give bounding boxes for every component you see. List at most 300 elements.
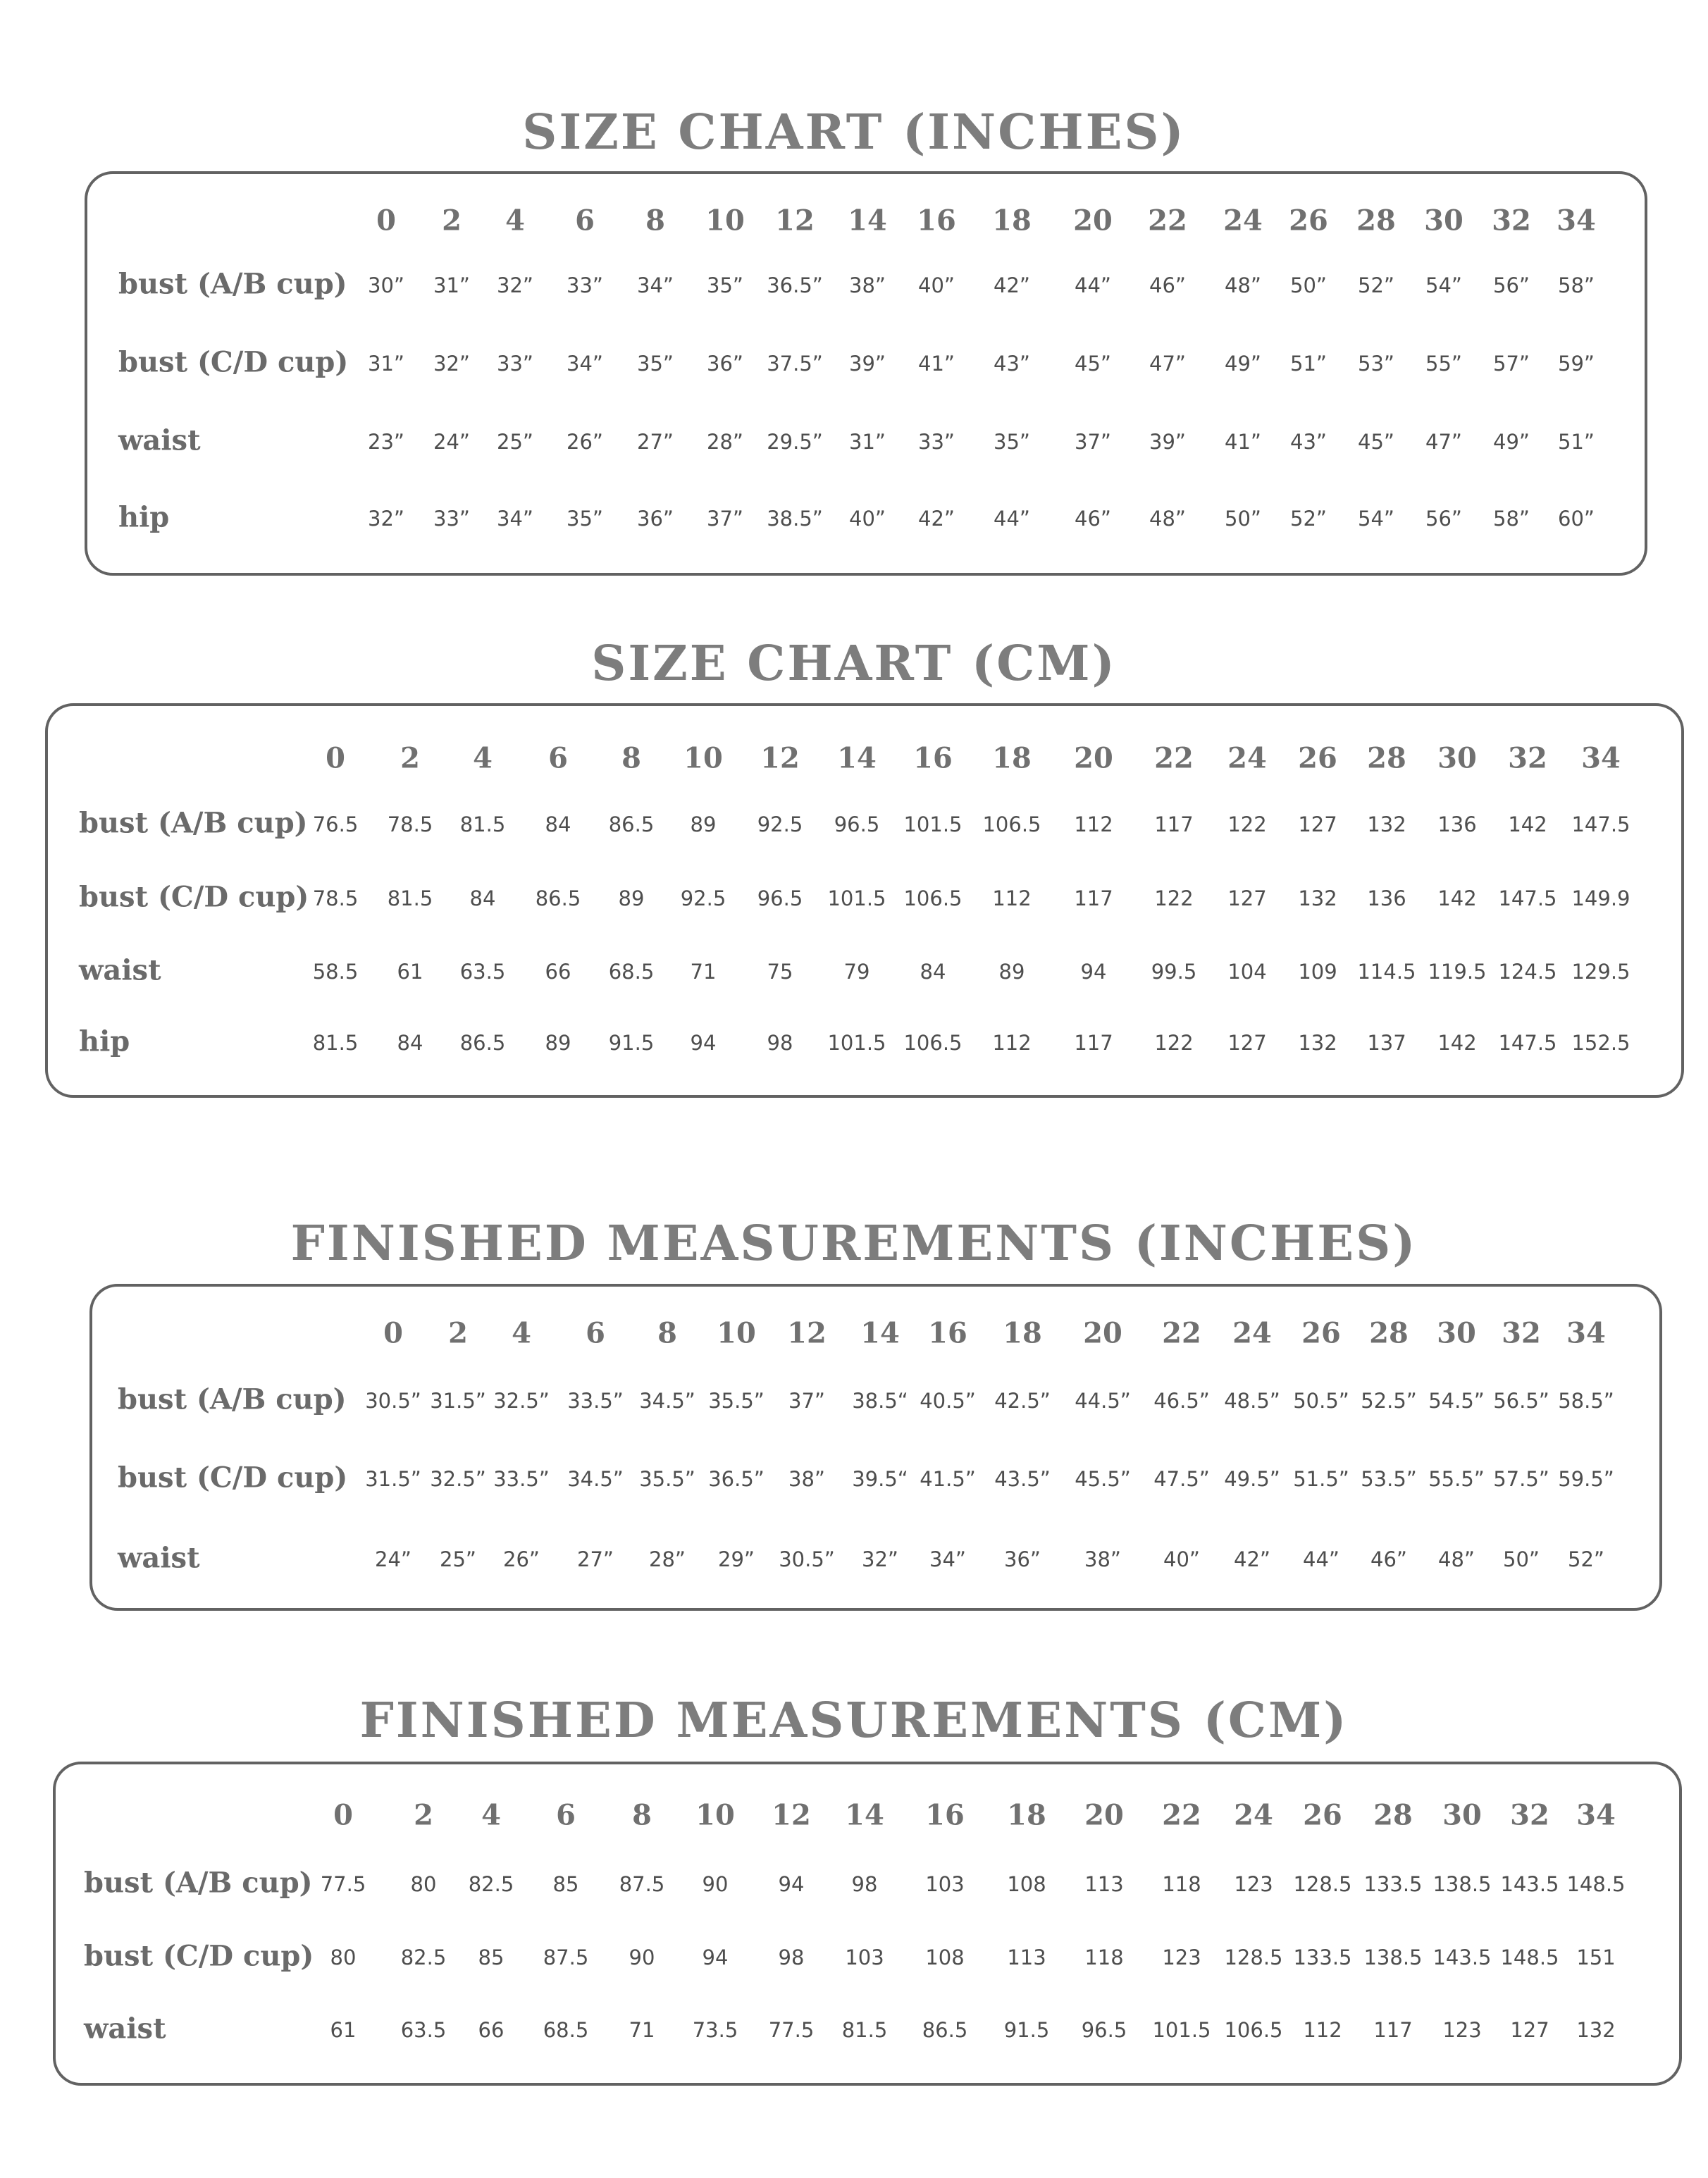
table-cell: 32.5” [430, 1467, 486, 1491]
table-cell: 26” [503, 1547, 540, 1571]
table-cell: 34” [637, 273, 674, 297]
table-cell: 25” [497, 430, 533, 454]
table-cell: 118 [1162, 1872, 1201, 1896]
size-header-cell: 34 [1576, 1798, 1616, 1832]
table-cell: 78.5 [312, 886, 359, 910]
table-cell: 51” [1290, 352, 1327, 376]
size-header-cell: 12 [775, 204, 815, 237]
table-cell: 50” [1503, 1547, 1540, 1571]
table-cell: 43.5” [994, 1467, 1051, 1491]
table-cell: 25” [440, 1547, 476, 1571]
table-cell: 109 [1298, 960, 1337, 984]
table-cell: 42.5” [994, 1389, 1051, 1413]
size-header-cell: 24 [1234, 1798, 1273, 1832]
size-header-cell: 14 [860, 1316, 900, 1350]
size-header-cell: 0 [333, 1798, 353, 1832]
table-cell: 59” [1558, 352, 1595, 376]
table-cell: 89 [690, 812, 717, 836]
table-cell: 30.5” [365, 1389, 421, 1413]
table-cell: 71 [690, 960, 717, 984]
table-cell: 71 [629, 2018, 655, 2042]
table-cell: 38.5“ [852, 1389, 908, 1413]
table-cell: 51” [1558, 430, 1595, 454]
table-cell: 94 [1080, 960, 1107, 984]
table-cell: 103 [845, 1945, 884, 1969]
row-label: waist [118, 423, 201, 457]
size-header-cell: 20 [1074, 741, 1113, 775]
size-header-cell: 22 [1162, 1798, 1201, 1832]
size-header-cell: 18 [1003, 1316, 1042, 1350]
table-cell: 24” [375, 1547, 411, 1571]
table-cell: 52” [1568, 1547, 1604, 1571]
table-cell: 27” [637, 430, 674, 454]
table-cell: 32” [497, 273, 533, 297]
table-cell: 108 [1007, 1872, 1046, 1896]
table-cell: 28” [707, 430, 743, 454]
table-cell: 51.5” [1293, 1467, 1349, 1491]
table-cell: 101.5 [1152, 2018, 1211, 2042]
table-cell: 77.5 [768, 2018, 815, 2042]
size-header-cell: 20 [1073, 204, 1113, 237]
table-cell: 48.5” [1224, 1389, 1280, 1413]
table-cell: 43” [994, 352, 1030, 376]
table-cell: 38” [788, 1467, 825, 1491]
table-cell: 46” [1149, 273, 1186, 297]
table-cell: 81.5 [312, 1031, 359, 1055]
table-cell: 35” [994, 430, 1030, 454]
table-cell: 40” [849, 507, 886, 531]
table-cell: 61 [330, 2018, 357, 2042]
row-label: hip [79, 1025, 130, 1058]
table-cell: 39.5“ [852, 1467, 908, 1491]
table-cell: 55” [1425, 352, 1462, 376]
table-cell: 84 [545, 812, 571, 836]
row-label: bust (A/B cup) [118, 1382, 347, 1416]
table-cell: 52.5” [1361, 1389, 1417, 1413]
table-cell: 32” [862, 1547, 898, 1571]
table-cell: 33” [567, 273, 603, 297]
table-cell: 129.5 [1571, 960, 1630, 984]
table-cell: 123 [1442, 2018, 1482, 2042]
size-header-cell: 12 [772, 1798, 811, 1832]
table-cell: 66 [478, 2018, 505, 2042]
table-cell: 112 [992, 886, 1032, 910]
size-header-cell: 28 [1369, 1316, 1409, 1350]
table-cell: 152.5 [1571, 1031, 1630, 1055]
table-cell: 44” [1303, 1547, 1339, 1571]
table-cell: 113 [1084, 1872, 1124, 1896]
table-cell: 119.5 [1428, 960, 1487, 984]
table-cell: 142 [1437, 886, 1477, 910]
table-cell: 34.5” [567, 1467, 624, 1491]
table-cell: 80 [410, 1872, 437, 1896]
table-cell: 33” [497, 352, 533, 376]
table-cell: 35” [637, 352, 674, 376]
table-cell: 98 [851, 1872, 878, 1896]
table-cell: 37.5” [767, 352, 823, 376]
table-cell: 39” [849, 352, 886, 376]
table-cell: 148.5 [1566, 1872, 1626, 1896]
table-cell: 99.5 [1151, 960, 1197, 984]
size-table [85, 171, 1647, 576]
size-header-cell: 30 [1442, 1798, 1482, 1832]
table-cell: 123 [1162, 1945, 1201, 1969]
table-cell: 118 [1084, 1945, 1124, 1969]
table-cell: 147.5 [1498, 1031, 1557, 1055]
section-title: FINISHED MEASUREMENTS (INCHES) [290, 1215, 1418, 1272]
table-cell: 113 [1007, 1945, 1046, 1969]
table-cell: 78.5 [387, 812, 433, 836]
size-header-cell: 8 [657, 1316, 677, 1350]
table-cell: 133.5 [1363, 1872, 1423, 1896]
section-title: SIZE CHART (INCHES) [522, 104, 1186, 161]
table-cell: 122 [1227, 812, 1267, 836]
size-header-cell: 2 [442, 204, 462, 237]
table-cell: 98 [767, 1031, 793, 1055]
size-header-cell: 2 [400, 741, 420, 775]
table-cell: 87.5 [619, 1872, 665, 1896]
table-cell: 106.5 [903, 886, 963, 910]
table-cell: 142 [1508, 812, 1547, 836]
size-header-cell: 14 [848, 204, 887, 237]
size-header-cell: 18 [1007, 1798, 1046, 1832]
table-cell: 58” [1493, 507, 1530, 531]
measurement-table [53, 1762, 1682, 2086]
table-cell: 142 [1437, 1031, 1477, 1055]
row-label: waist [84, 2012, 166, 2046]
table-cell: 38” [1084, 1547, 1121, 1571]
size-header-cell: 28 [1356, 204, 1396, 237]
size-header-cell: 20 [1083, 1316, 1122, 1350]
table-cell: 112 [1303, 2018, 1342, 2042]
table-cell: 138.5 [1432, 1872, 1492, 1896]
table-cell: 112 [1074, 812, 1113, 836]
table-cell: 68.5 [608, 960, 655, 984]
table-cell: 45” [1358, 430, 1394, 454]
table-cell: 54” [1358, 507, 1394, 531]
table-cell: 47” [1425, 430, 1462, 454]
table-cell: 30” [368, 273, 404, 297]
size-header-cell: 32 [1508, 741, 1547, 775]
size-header-cell: 24 [1227, 741, 1267, 775]
row-label: waist [118, 1541, 200, 1575]
table-cell: 90 [702, 1872, 729, 1896]
table-cell: 23” [368, 430, 404, 454]
table-cell: 124.5 [1498, 960, 1557, 984]
table-cell: 151 [1576, 1945, 1616, 1969]
table-cell: 84 [397, 1031, 423, 1055]
table-cell: 48” [1438, 1547, 1475, 1571]
table-cell: 132 [1298, 1031, 1337, 1055]
size-header-cell: 4 [473, 741, 493, 775]
table-cell: 63.5 [400, 2018, 447, 2042]
table-cell: 57.5” [1493, 1467, 1549, 1491]
row-label: bust (A/B cup) [118, 267, 347, 301]
table-cell: 89 [618, 886, 645, 910]
table-cell: 46.5” [1153, 1389, 1210, 1413]
size-header-cell: 32 [1510, 1798, 1549, 1832]
table-cell: 33” [918, 430, 955, 454]
table-cell: 63.5 [459, 960, 506, 984]
table-cell: 40.5” [920, 1389, 976, 1413]
table-cell: 76.5 [312, 812, 359, 836]
size-header-cell: 8 [645, 204, 665, 237]
table-cell: 40” [918, 273, 955, 297]
table-cell: 82.5 [468, 1872, 514, 1896]
table-cell: 122 [1154, 1031, 1194, 1055]
size-table [45, 703, 1684, 1098]
table-cell: 117 [1154, 812, 1194, 836]
table-cell: 112 [992, 1031, 1032, 1055]
table-cell: 36” [707, 352, 743, 376]
table-cell: 132 [1367, 812, 1406, 836]
table-cell: 96.5 [1081, 2018, 1127, 2042]
table-cell: 49” [1493, 430, 1530, 454]
table-cell: 58.5 [312, 960, 359, 984]
table-cell: 36” [637, 507, 674, 531]
size-header-cell: 34 [1581, 741, 1621, 775]
table-cell: 24” [433, 430, 470, 454]
size-header-cell: 22 [1154, 741, 1194, 775]
table-cell: 136 [1437, 812, 1477, 836]
size-header-cell: 8 [632, 1798, 652, 1832]
table-cell: 101.5 [903, 812, 963, 836]
size-header-cell: 6 [575, 204, 595, 237]
size-header-cell: 4 [512, 1316, 531, 1350]
size-header-cell: 22 [1148, 204, 1187, 237]
table-cell: 31” [368, 352, 404, 376]
table-cell: 48” [1149, 507, 1186, 531]
table-cell: 44” [994, 507, 1030, 531]
size-header-cell: 30 [1424, 204, 1463, 237]
table-cell: 56” [1425, 507, 1462, 531]
table-cell: 42” [994, 273, 1030, 297]
table-cell: 52” [1358, 273, 1394, 297]
table-cell: 50.5” [1293, 1389, 1349, 1413]
table-cell: 94 [778, 1872, 805, 1896]
table-cell: 81.5 [387, 886, 433, 910]
table-cell: 143.5 [1500, 1872, 1559, 1896]
table-cell: 91.5 [1003, 2018, 1050, 2042]
table-cell: 147.5 [1571, 812, 1630, 836]
row-label: bust (A/B cup) [84, 1866, 313, 1900]
size-header-cell: 24 [1223, 204, 1263, 237]
table-cell: 96.5 [757, 886, 803, 910]
table-cell: 73.5 [692, 2018, 738, 2042]
size-header-cell: 12 [760, 741, 800, 775]
table-cell: 128.5 [1293, 1872, 1352, 1896]
table-cell: 59.5” [1558, 1467, 1614, 1491]
table-cell: 49.5” [1224, 1467, 1280, 1491]
table-cell: 81.5 [459, 812, 506, 836]
table-cell: 60” [1558, 507, 1595, 531]
table-cell: 38.5” [767, 507, 823, 531]
table-cell: 31.5” [365, 1467, 421, 1491]
row-label: bust (C/D cup) [118, 1461, 348, 1495]
table-cell: 94 [702, 1945, 729, 1969]
size-header-cell: 8 [621, 741, 641, 775]
table-cell: 41.5” [920, 1467, 976, 1491]
size-header-cell: 28 [1367, 741, 1406, 775]
size-header-cell: 18 [992, 741, 1032, 775]
size-header-cell: 4 [481, 1798, 501, 1832]
table-cell: 84 [469, 886, 496, 910]
table-cell: 98 [778, 1945, 805, 1969]
table-cell: 27” [577, 1547, 614, 1571]
size-header-cell: 6 [556, 1798, 576, 1832]
table-cell: 32.5” [493, 1389, 550, 1413]
size-header-cell: 26 [1289, 204, 1328, 237]
table-cell: 46” [1370, 1547, 1407, 1571]
table-cell: 104 [1227, 960, 1267, 984]
table-cell: 75 [767, 960, 793, 984]
table-cell: 127 [1227, 886, 1267, 910]
size-header-cell: 12 [787, 1316, 827, 1350]
row-label: waist [79, 953, 161, 987]
table-cell: 47” [1149, 352, 1186, 376]
table-cell: 127 [1510, 2018, 1549, 2042]
table-cell: 33” [433, 507, 470, 531]
table-cell: 103 [925, 1872, 965, 1896]
size-header-cell: 30 [1437, 741, 1477, 775]
table-cell: 33.5” [493, 1467, 550, 1491]
table-cell: 85 [478, 1945, 505, 1969]
size-header-cell: 4 [505, 204, 525, 237]
size-header-cell: 18 [992, 204, 1032, 237]
table-cell: 44” [1075, 273, 1111, 297]
table-cell: 37” [707, 507, 743, 531]
size-header-cell: 14 [845, 1798, 884, 1832]
table-cell: 92.5 [757, 812, 803, 836]
table-cell: 94 [690, 1031, 717, 1055]
table-cell: 117 [1074, 886, 1113, 910]
table-cell: 26” [567, 430, 603, 454]
size-header-cell: 2 [448, 1316, 468, 1350]
table-cell: 137 [1367, 1031, 1406, 1055]
table-cell: 106.5 [982, 812, 1041, 836]
table-cell: 101.5 [827, 886, 886, 910]
size-header-cell: 34 [1566, 1316, 1606, 1350]
table-cell: 35” [567, 507, 603, 531]
table-cell: 39” [1149, 430, 1186, 454]
table-cell: 31” [433, 273, 470, 297]
size-header-cell: 16 [917, 204, 956, 237]
table-cell: 89 [545, 1031, 571, 1055]
table-cell: 86.5 [459, 1031, 506, 1055]
table-cell: 90 [629, 1945, 655, 1969]
size-header-cell: 10 [683, 741, 723, 775]
table-cell: 86.5 [608, 812, 655, 836]
table-cell: 54.5” [1428, 1389, 1485, 1413]
table-cell: 35.5” [639, 1467, 695, 1491]
table-cell: 148.5 [1500, 1945, 1559, 1969]
size-header-cell: 26 [1303, 1798, 1342, 1832]
table-cell: 132 [1298, 886, 1337, 910]
row-label: hip [118, 500, 170, 534]
table-cell: 54” [1425, 273, 1462, 297]
table-cell: 28” [649, 1547, 686, 1571]
table-cell: 50” [1290, 273, 1327, 297]
table-cell: 57” [1493, 352, 1530, 376]
table-cell: 31” [849, 430, 886, 454]
table-cell: 35.5” [708, 1389, 765, 1413]
table-cell: 38” [849, 273, 886, 297]
size-header-cell: 6 [586, 1316, 605, 1350]
size-header-cell: 24 [1232, 1316, 1272, 1350]
size-header-cell: 14 [837, 741, 877, 775]
table-cell: 77.5 [320, 1872, 366, 1896]
size-header-cell: 16 [925, 1798, 965, 1832]
table-cell: 47.5” [1153, 1467, 1210, 1491]
table-cell: 87.5 [543, 1945, 589, 1969]
table-cell: 52” [1290, 507, 1327, 531]
row-label: bust (A/B cup) [79, 806, 308, 840]
size-header-cell: 26 [1301, 1316, 1341, 1350]
table-cell: 106.5 [1224, 2018, 1283, 2042]
table-cell: 101.5 [827, 1031, 886, 1055]
table-cell: 41” [1225, 430, 1261, 454]
table-cell: 58.5” [1558, 1389, 1614, 1413]
table-cell: 45.5” [1075, 1467, 1131, 1491]
size-header-cell: 16 [913, 741, 953, 775]
size-header-cell: 0 [376, 204, 396, 237]
table-cell: 92.5 [680, 886, 726, 910]
table-cell: 85 [552, 1872, 579, 1896]
size-header-cell: 10 [717, 1316, 756, 1350]
table-cell: 133.5 [1293, 1945, 1352, 1969]
table-cell: 91.5 [608, 1031, 655, 1055]
size-header-cell: 32 [1502, 1316, 1541, 1350]
table-cell: 86.5 [922, 2018, 968, 2042]
table-cell: 68.5 [543, 2018, 589, 2042]
table-cell: 89 [998, 960, 1025, 984]
table-cell: 122 [1154, 886, 1194, 910]
table-cell: 128.5 [1224, 1945, 1283, 1969]
table-cell: 61 [397, 960, 423, 984]
table-cell: 34” [497, 507, 533, 531]
table-cell: 117 [1373, 2018, 1413, 2042]
table-cell: 29” [718, 1547, 755, 1571]
table-cell: 138.5 [1363, 1945, 1423, 1969]
table-cell: 32” [433, 352, 470, 376]
table-cell: 117 [1074, 1031, 1113, 1055]
table-cell: 114.5 [1357, 960, 1416, 984]
size-header-cell: 10 [695, 1798, 735, 1832]
table-cell: 36.5” [708, 1467, 765, 1491]
table-cell: 96.5 [834, 812, 880, 836]
size-header-cell: 2 [414, 1798, 433, 1832]
table-cell: 58” [1558, 273, 1595, 297]
table-cell: 37” [1075, 430, 1111, 454]
table-cell: 84 [920, 960, 946, 984]
table-cell: 31.5” [430, 1389, 486, 1413]
table-cell: 132 [1576, 2018, 1616, 2042]
size-header-cell: 22 [1162, 1316, 1201, 1350]
size-header-cell: 32 [1492, 204, 1531, 237]
table-cell: 127 [1298, 812, 1337, 836]
size-header-cell: 0 [383, 1316, 403, 1350]
table-cell: 149.9 [1571, 886, 1630, 910]
table-cell: 33.5” [567, 1389, 624, 1413]
size-header-cell: 26 [1298, 741, 1337, 775]
table-cell: 29.5” [767, 430, 823, 454]
size-header-cell: 30 [1437, 1316, 1476, 1350]
measurement-table [89, 1284, 1662, 1611]
row-label: bust (C/D cup) [79, 880, 309, 914]
table-cell: 41” [918, 352, 955, 376]
table-cell: 40” [1163, 1547, 1200, 1571]
table-cell: 48” [1225, 273, 1261, 297]
